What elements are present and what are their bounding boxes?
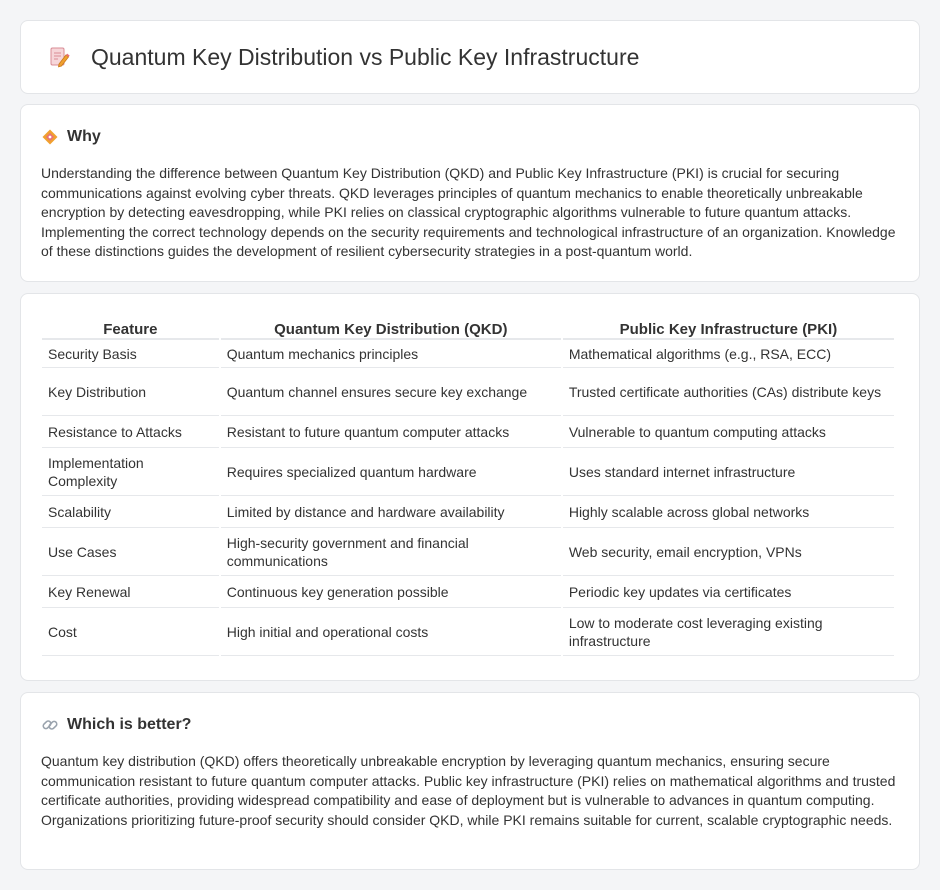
- row-pki: Mathematical algorithms (e.g., RSA, ECC): [563, 340, 894, 368]
- row-feature: Scalability: [42, 496, 219, 528]
- why-section: [20, 104, 920, 282]
- row-feature: Resistance to Attacks: [42, 416, 219, 448]
- row-pki: Uses standard internet infrastructure: [563, 448, 894, 496]
- table-row: [42, 496, 894, 528]
- table-row: [42, 368, 894, 416]
- header-qkd: Quantum Key Distribution (QKD): [221, 314, 561, 340]
- row-pki: Low to moderate cost leveraging existing infrastructure: [563, 608, 894, 656]
- row-qkd: Resistant to future quantum computer attacks: [221, 416, 561, 448]
- row-qkd: Continuous key generation possible: [221, 576, 561, 608]
- table-row: [42, 608, 894, 656]
- why-heading: [41, 127, 899, 147]
- diamond-icon: [41, 128, 59, 146]
- comparison-table: [40, 314, 896, 656]
- which-is-better-section: [20, 692, 920, 870]
- row-qkd: Limited by distance and hardware availability: [221, 496, 561, 528]
- link-icon: [41, 716, 59, 734]
- row-pki: Vulnerable to quantum computing attacks: [563, 416, 894, 448]
- row-feature: Key Distribution: [42, 368, 219, 416]
- why-body: Understanding the difference between Quantum Key Distribution (QKD) and Public Key Infrastructure (PKI) is crucial for securing communications against evolving cyber threats. QKD leverages principles of quantum mechanics to enable theoretically unbreakable encryption by detecting eavesdropping, while PKI relies on classical cryptographic algorithms vulnerable to future quantum attacks. Implementing the correct technology depends on the security requirements and technological infrastructure of an organization. Knowledge of these distinctions guides the development of resilient cybersecurity strategies in a post-quantum world.: [41, 165, 896, 260]
- row-qkd: Quantum mechanics principles: [221, 340, 561, 368]
- table-row: [42, 340, 894, 368]
- header-card: [20, 20, 920, 94]
- table-row: [42, 576, 894, 608]
- header-feature: Feature: [42, 314, 219, 340]
- row-pki: Periodic key updates via certificates: [563, 576, 894, 608]
- page-title: Quantum Key Distribution vs Public Key Infrastructure: [91, 43, 640, 70]
- row-feature: Key Renewal: [42, 576, 219, 608]
- row-qkd: High-security government and financial communications: [221, 528, 561, 576]
- row-feature: Use Cases: [42, 528, 219, 576]
- which-title: Which is better?: [67, 716, 192, 733]
- row-qkd: Requires specialized quantum hardware: [221, 448, 561, 496]
- row-feature: Security Basis: [42, 340, 219, 368]
- comparison-table-section: [20, 293, 920, 681]
- row-pki: Highly scalable across global networks: [563, 496, 894, 528]
- table-header-row: [42, 314, 894, 340]
- row-qkd: High initial and operational costs: [221, 608, 561, 656]
- row-pki: Trusted certificate authorities (CAs) distribute keys: [563, 368, 894, 416]
- why-title: Why: [67, 128, 101, 145]
- which-heading: [41, 715, 899, 735]
- row-qkd: Quantum channel ensures secure key exchange: [221, 368, 561, 416]
- table-row: [42, 528, 894, 576]
- row-feature: Cost: [42, 608, 219, 656]
- document-pencil-icon: [47, 45, 71, 69]
- header-pki: Public Key Infrastructure (PKI): [563, 314, 894, 340]
- table-row: [42, 416, 894, 448]
- table-row: [42, 448, 894, 496]
- which-body: Quantum key distribution (QKD) offers theoretically unbreakable encryption by leveraging quantum mechanics, ensuring secure communication resistant to future quantum computer attacks. Public key infrastructure (PKI) relies on mathematical algorithms and trusted certificate authorities, providing widespread compatibility and ease of deployment but is vulnerable to advances in quantum computing. Organizations prioritizing future-proof security should consider QKD, while PKI remains suitable for current, scalable cryptographic needs.: [41, 753, 896, 828]
- row-pki: Web security, email encryption, VPNs: [563, 528, 894, 576]
- row-feature: Implementation Complexity: [42, 448, 219, 496]
